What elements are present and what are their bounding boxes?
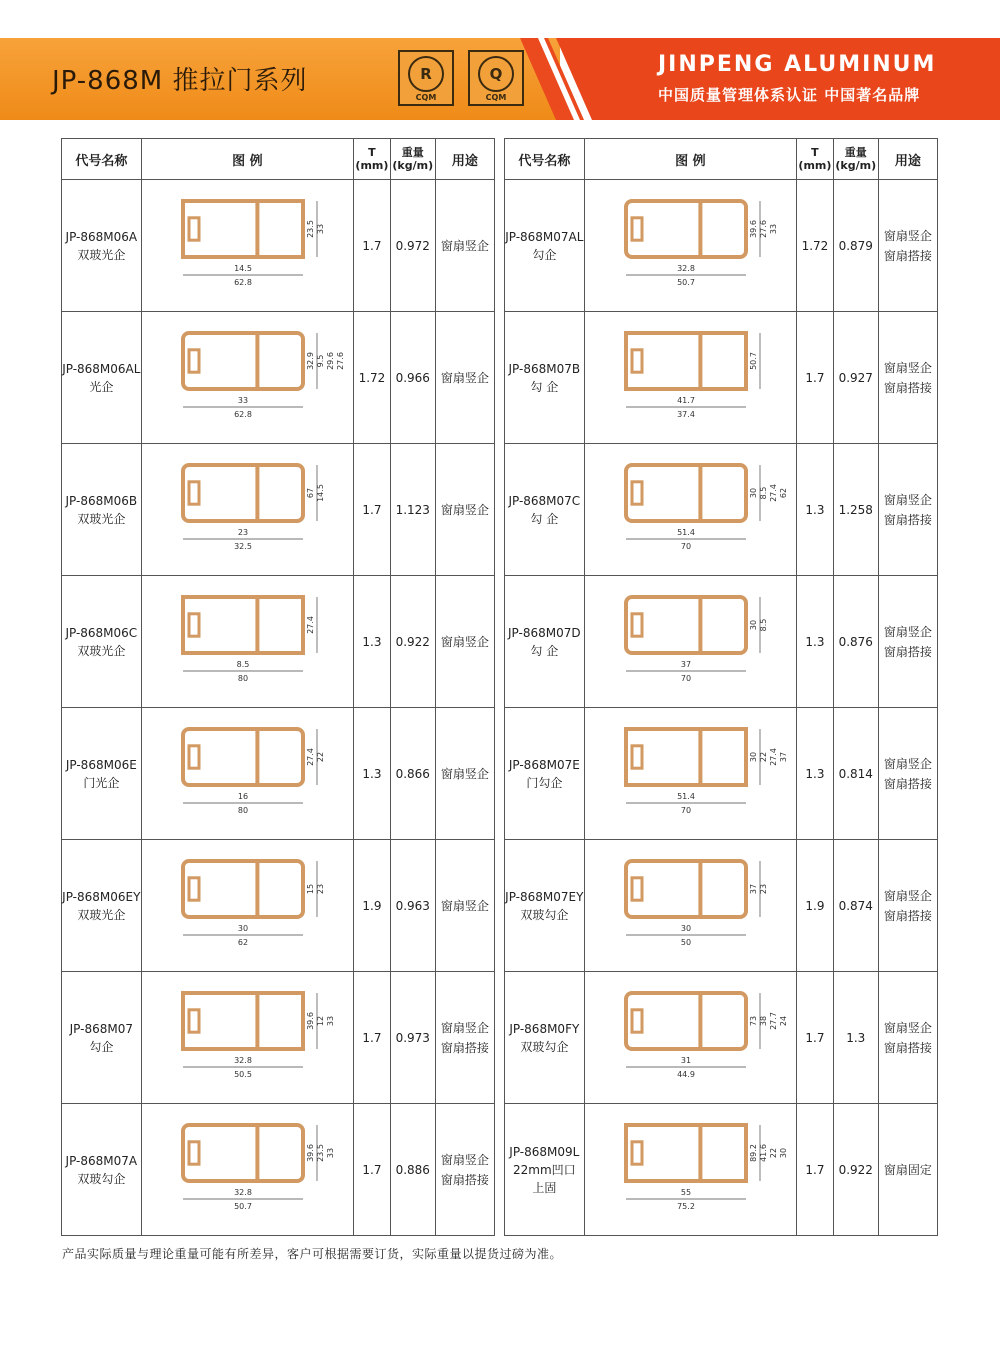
profile-code: JP-868M09L 22mm凹口 上固 [505,1104,585,1236]
dimension-label: 23 [238,528,249,537]
profile-shape [626,1125,746,1181]
dimension-label: 27.6 [336,352,346,370]
dimension-label: 22 [759,751,769,763]
thickness-value: 1.3 [354,576,391,708]
weight-value: 0.866 [390,708,435,840]
dimension-label: 30 [681,924,692,933]
dimension-label: 30 [749,751,759,763]
thickness-value: 1.7 [354,1104,391,1236]
weight-value: 0.922 [390,576,435,708]
dimension-label: 75.2 [677,1202,696,1211]
usage: 窗扇竖企 窗扇搭接 [878,840,937,972]
dimension-label: 15 [306,883,316,895]
dimension-label: 33 [769,223,779,235]
profile-row [505,576,938,708]
profile-drawing [590,975,790,1100]
thickness-value: 1.9 [354,840,391,972]
profile-figure [584,180,796,312]
dimension-label: 14.5 [234,264,253,273]
profile-figure [584,972,796,1104]
dimension-label: 70 [681,542,692,551]
thickness-value: 1.72 [354,312,391,444]
col-weight: 重量 (kg/m) [390,139,435,180]
usage: 窗扇竖企 [435,444,494,576]
profile-shape [183,993,303,1049]
dimension-label: 27.4 [769,484,779,502]
profile-row [505,1104,938,1236]
profile-row [505,180,938,312]
col-figure: 图 例 [141,139,353,180]
dimension-label: 37.4 [677,410,696,419]
profile-shape [183,465,303,521]
dimension-label: 39.6 [306,1144,316,1162]
profile-shape [183,861,303,917]
profile-row [62,972,495,1104]
logo-text: CQM [415,93,437,102]
weight-value: 0.886 [390,1104,435,1236]
profile-code: JP-868M06B 双玻光企 [62,444,142,576]
logo-letter: Q [478,56,514,92]
dimension-label: 80 [238,674,249,683]
dimension-label: 62 [238,938,249,947]
profile-code: JP-868M07A 双玻勾企 [62,1104,142,1236]
dimension-label: 27.4 [306,616,316,634]
dimension-label: 27.7 [769,1012,779,1030]
dimension-label: 22 [769,1147,779,1159]
dimension-label: 23 [759,883,769,895]
profile-row [62,444,495,576]
profile-figure [141,1104,353,1236]
thickness-value: 1.9 [797,840,834,972]
dimension-label: 12 [316,1015,326,1027]
profile-row [62,576,495,708]
profile-drawing [590,1107,790,1232]
thickness-value: 1.7 [354,972,391,1104]
dimension-label: 9.5 [316,354,326,368]
dimension-label: 30 [749,487,759,499]
profile-shape [626,597,746,653]
weight-value: 0.874 [833,840,878,972]
profile-drawing [590,315,790,440]
profile-code: JP-868M07EY 双玻勾企 [505,840,585,972]
profile-figure [584,708,796,840]
profile-drawing [147,447,347,572]
thickness-value: 1.7 [797,312,834,444]
usage: 窗扇竖企 窗扇搭接 [878,708,937,840]
profile-row [505,840,938,972]
weight-value: 0.876 [833,576,878,708]
profile-shape [183,597,303,653]
dimension-label: 8.5 [759,486,769,500]
profile-row [505,312,938,444]
usage: 窗扇竖企 窗扇搭接 [435,1104,494,1236]
col-use: 用途 [878,139,937,180]
col-figure: 图 例 [584,139,796,180]
dimension-label: 44.9 [677,1070,696,1079]
brand-slogan: 中国质量管理体系认证 中国著名品牌 [658,86,921,104]
dimension-label: 37 [681,660,692,669]
dimension-label: 39.6 [749,220,759,238]
dimension-label: 24 [779,1015,789,1027]
profile-code: JP-868M06EY 双玻光企 [62,840,142,972]
dimension-label: 73 [749,1015,759,1027]
profile-figure [141,840,353,972]
profile-code: JP-868M07E 门勾企 [505,708,585,840]
dimension-label: 70 [681,806,692,815]
dimension-label: 31 [681,1056,692,1065]
dimension-label: 50.7 [234,1202,253,1211]
dimension-label: 33 [326,1015,336,1027]
dimension-label: 27.4 [769,748,779,766]
profile-shape [183,1125,303,1181]
profile-shape [183,201,303,257]
profile-shape [626,993,746,1049]
dimension-label: 23.5 [316,1144,326,1162]
profile-figure [141,972,353,1104]
weight-value: 0.973 [390,972,435,1104]
weight-value: 0.927 [833,312,878,444]
col-t: T (mm) [797,139,834,180]
dimension-label: 8.5 [236,660,250,669]
thickness-value: 1.72 [797,180,834,312]
spec-table-left [61,138,495,1236]
profile-shape [626,333,746,389]
dimension-label: 32.9 [306,352,316,370]
usage: 窗扇竖企 [435,840,494,972]
col-weight: 重量 (kg/m) [833,139,878,180]
profile-row [505,708,938,840]
dimension-label: 16 [238,792,249,801]
profile-code: JP-868M0FY 双玻勾企 [505,972,585,1104]
dimension-label: 30 [238,924,249,933]
logo-letter: R [408,56,444,92]
profile-row [62,840,495,972]
dimension-label: 27.4 [306,748,316,766]
usage: 窗扇竖企 窗扇搭接 [878,312,937,444]
profile-drawing [147,183,347,308]
weight-value: 0.922 [833,1104,878,1236]
weight-value: 0.963 [390,840,435,972]
usage: 窗扇竖企 [435,708,494,840]
profile-drawing [147,843,347,968]
profile-figure [584,840,796,972]
dimension-label: 39.6 [306,1012,316,1030]
dimension-label: 32.8 [677,264,696,273]
dimension-label: 50 [681,938,692,947]
weight-value: 1.258 [833,444,878,576]
profile-drawing [590,843,790,968]
profile-drawing [147,711,347,836]
dimension-label: 22 [316,751,326,763]
dimension-label: 30 [779,1147,789,1159]
weight-value: 0.814 [833,708,878,840]
page-title: JP-868M 推拉门系列 [52,66,308,96]
dimension-label: 37 [749,883,759,895]
dimension-label: 62 [779,487,789,499]
dimension-label: 55 [681,1188,692,1197]
profile-figure [141,576,353,708]
profile-shape [626,729,746,785]
dimension-label: 32.8 [234,1056,253,1065]
profile-shape [626,861,746,917]
weight-value: 0.966 [390,312,435,444]
profile-code: JP-868M07AL 勾企 [505,180,585,312]
dimension-label: 37 [779,751,789,763]
profile-figure [141,180,353,312]
profile-row [62,1104,495,1236]
dimension-label: 33 [238,396,249,405]
thickness-value: 1.7 [354,180,391,312]
header-right-band [540,38,1000,120]
dimension-label: 14.5 [316,484,326,502]
dimension-label: 29.6 [326,352,336,370]
col-use: 用途 [435,139,494,180]
dimension-label: 51.4 [677,528,696,537]
weight-value: 1.3 [833,972,878,1104]
dimension-label: 27.6 [759,220,769,238]
col-code: 代号名称 [62,139,142,180]
usage: 窗扇竖企 窗扇搭接 [878,180,937,312]
dimension-label: 38 [759,1015,769,1027]
profile-row [505,972,938,1104]
thickness-value: 1.7 [797,1104,834,1236]
dimension-label: 41.7 [677,396,696,405]
profile-figure [584,1104,796,1236]
usage: 窗扇竖企 [435,312,494,444]
dimension-label: 51.4 [677,792,696,801]
dimension-label: 70 [681,674,692,683]
profile-figure [584,444,796,576]
dimension-label: 23.5 [306,220,316,238]
thickness-value: 1.7 [797,972,834,1104]
dimension-label: 62.8 [234,278,253,287]
profile-drawing [590,579,790,704]
thickness-value: 1.3 [797,444,834,576]
thickness-value: 1.3 [354,708,391,840]
thickness-value: 1.3 [797,708,834,840]
weight-value: 0.879 [833,180,878,312]
profile-code: JP-868M07D 勾 企 [505,576,585,708]
usage: 窗扇竖企 [435,180,494,312]
profile-code: JP-868M06A 双玻光企 [62,180,142,312]
profile-figure [141,312,353,444]
dimension-label: 32.8 [234,1188,253,1197]
profile-drawing [590,183,790,308]
dimension-label: 62.8 [234,410,253,419]
profile-drawing [147,975,347,1100]
logo-text: CQM [485,93,507,102]
profile-figure [584,312,796,444]
weight-value: 1.123 [390,444,435,576]
dimension-label: 89.2 [749,1144,759,1162]
thickness-value: 1.3 [797,576,834,708]
dimension-label: 32.5 [234,542,253,551]
weight-value: 0.972 [390,180,435,312]
profile-code: JP-868M07 勾企 [62,972,142,1104]
profile-shape [183,729,303,785]
profile-code: JP-868M06E 门光企 [62,708,142,840]
dimension-label: 50.7 [677,278,696,287]
dimension-label: 67 [306,487,316,499]
profile-shape [626,201,746,257]
profile-drawing [590,711,790,836]
usage: 窗扇竖企 窗扇搭接 [435,972,494,1104]
usage: 窗扇固定 [878,1104,937,1236]
profile-figure [141,708,353,840]
dimension-label: 80 [238,806,249,815]
profile-figure [141,444,353,576]
dimension-label: 41.6 [759,1144,769,1162]
profile-shape [183,333,303,389]
profile-drawing [147,315,347,440]
dimension-label: 50.7 [749,352,759,370]
profile-code: JP-868M06AL 光企 [62,312,142,444]
dimension-label: 33 [326,1147,336,1159]
dimension-label: 23 [316,883,326,895]
profile-shape [626,465,746,521]
usage: 窗扇竖企 窗扇搭接 [878,444,937,576]
profile-drawing [147,579,347,704]
profile-row [62,708,495,840]
col-t: T (mm) [354,139,391,180]
usage: 窗扇竖企 窗扇搭接 [878,576,937,708]
usage: 窗扇竖企 [435,576,494,708]
col-code: 代号名称 [505,139,585,180]
brand-name: JINPENG ALUMINUM [658,52,937,77]
profile-code: JP-868M07C 勾 企 [505,444,585,576]
dimension-label: 33 [316,223,326,235]
dimension-label: 8.5 [759,618,769,632]
thickness-value: 1.7 [354,444,391,576]
profile-figure [584,576,796,708]
profile-code: JP-868M07B 勾 企 [505,312,585,444]
spec-table-right [504,138,938,1236]
dimension-label: 30 [749,619,759,631]
usage: 窗扇竖企 窗扇搭接 [878,972,937,1104]
profile-row [505,444,938,576]
profile-drawing [590,447,790,572]
dimension-label: 50.5 [234,1070,253,1079]
profile-code: JP-868M06C 双玻光企 [62,576,142,708]
profile-row [62,312,495,444]
footnote: 产品实际质量与理论重量可能有所差异，客户可根据需要订货，实际重量以提货过磅为准。 [62,1247,563,1261]
profile-row [62,180,495,312]
profile-drawing [147,1107,347,1232]
